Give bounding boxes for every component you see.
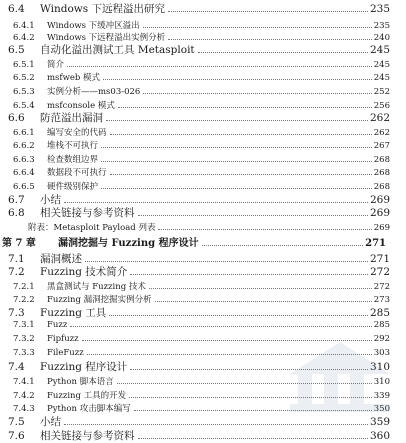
toc-entry-page-number: 339 (373, 391, 390, 401)
toc-entry-number: 6.5.3 (13, 87, 35, 97)
toc-entry-title: 相关链接与参考资料 (40, 207, 135, 219)
dot-leader (129, 396, 372, 398)
dot-leader (64, 423, 368, 425)
dot-leader (149, 287, 372, 289)
toc-entry-title: Fuzzing 漏洞挖掘实例分析 (47, 295, 152, 305)
toc-chapter-entry[interactable] (0, 234, 406, 249)
dot-leader (155, 300, 372, 302)
toc-entry-page-number: 240 (373, 33, 390, 43)
toc-entry[interactable] (0, 166, 406, 178)
toc-entry[interactable] (0, 280, 406, 292)
toc-entry-number: 6.6.2 (13, 141, 35, 151)
toc-entry-number: 6.6.5 (13, 182, 35, 192)
dot-leader (138, 437, 368, 439)
toc-entry-title: msfweb 模式 (47, 73, 101, 83)
toc-entry-number: 7.4.3 (13, 404, 35, 414)
toc-entry-page-number: 310 (369, 361, 390, 373)
dot-leader (101, 146, 372, 148)
toc-entry-number: 6.4.1 (13, 21, 35, 31)
toc-entry-title: 漏洞挖掘与 Fuzzing 程序设计 (58, 238, 199, 249)
toc-entry[interactable] (0, 58, 406, 70)
toc-entry-number: 6.5.2 (13, 73, 35, 83)
dot-leader (106, 119, 368, 121)
toc-entry-number: 7.3.2 (13, 334, 35, 344)
toc-entry-number: 6.5.1 (13, 60, 35, 70)
toc-entry-title: 检查数组边界 (47, 155, 99, 165)
toc-entry-page-number: 271 (365, 238, 386, 249)
toc-entry[interactable] (0, 19, 406, 31)
dot-leader (70, 325, 371, 327)
toc-entry-page-number: 252 (373, 87, 390, 97)
toc-entry-page-number: 262 (373, 128, 390, 138)
dot-leader (110, 173, 372, 175)
toc-entry-title: 小结 (40, 194, 61, 206)
toc-entry-page-number: 235 (373, 21, 390, 31)
dot-leader (87, 353, 372, 355)
toc-entry[interactable] (0, 389, 406, 401)
toc-entry-number: 7.1 (8, 253, 25, 265)
toc-entry-title: Windows 下缓冲区溢出 (47, 21, 140, 31)
toc-entry-number: 6.4.2 (13, 33, 35, 43)
toc-entry-number: 6.6.3 (13, 155, 35, 165)
toc-entry[interactable] (0, 180, 406, 192)
dot-leader (85, 260, 368, 262)
toc-entry[interactable] (0, 305, 406, 320)
toc-entry-page-number: 245 (373, 60, 390, 70)
toc-entry-page-number: 269 (373, 223, 390, 233)
toc-entry-page-number: 360 (369, 430, 390, 442)
toc-entry[interactable] (0, 139, 406, 151)
dot-leader (67, 65, 372, 67)
toc-entry-title: 漏洞概述 (40, 253, 82, 265)
toc-entry-title: Fuzzing 技术简介 (40, 266, 128, 278)
toc-entry-title: 自动化溢出测试工具 Metasploit (40, 44, 195, 56)
toc-entry-title: 黑盒测试与 Fuzzing 技术 (47, 282, 146, 292)
toc-entry-number: 6.6.4 (13, 168, 35, 178)
toc-entry[interactable] (0, 1, 406, 16)
toc-entry[interactable] (0, 153, 406, 165)
toc-entry[interactable] (0, 359, 406, 374)
toc-entry-page-number: 359 (369, 416, 390, 428)
toc-entry-title: Fuzzing 工具 (40, 307, 107, 319)
toc-entry-number: 7.2.2 (13, 295, 35, 305)
toc-entry[interactable] (0, 221, 406, 233)
toc-entry-number: 7.4.2 (13, 391, 35, 401)
toc-entry-page-number: 350 (373, 404, 390, 414)
dot-leader (168, 38, 372, 40)
dot-leader (101, 160, 372, 162)
dot-leader (143, 26, 372, 28)
toc-entry[interactable] (0, 293, 406, 305)
dot-leader (82, 339, 372, 341)
toc-entry-title: 堆栈不可执行 (47, 141, 99, 151)
toc-entry-page-number: 285 (373, 320, 390, 330)
toc-entry[interactable] (0, 320, 406, 330)
toc-entry-page-number: 285 (369, 307, 390, 319)
toc-entry-number: 6.6 (8, 112, 25, 124)
toc-entry-page-number: 272 (369, 266, 390, 278)
toc-entry-number: 7.3 (8, 307, 25, 319)
dot-leader (202, 244, 364, 246)
toc-entry-title: 编写安全的代码 (47, 128, 107, 138)
toc-entry-number: 6.5.4 (13, 101, 35, 111)
dot-leader (143, 92, 371, 94)
dot-leader (130, 368, 368, 370)
dot-leader (138, 214, 368, 216)
toc-entry-title: Windows 下远程溢出研究 (40, 3, 165, 15)
toc-entry-page-number: 310 (373, 377, 390, 387)
toc-entry-number: 7.3.3 (13, 348, 35, 358)
toc-entry-title: Fuzz (47, 320, 68, 330)
toc-entry[interactable] (0, 71, 406, 83)
dot-leader (117, 382, 372, 384)
toc-entry-page-number: 269 (369, 194, 390, 206)
toc-entry-number: 7.6 (8, 430, 25, 442)
dot-leader (118, 106, 372, 108)
dot-leader (130, 273, 368, 275)
toc-entry-page-number: 245 (369, 44, 390, 56)
toc-entry-number: 7.5 (8, 416, 25, 428)
toc-entry-number: 6.8 (8, 207, 25, 219)
toc-entry[interactable] (0, 126, 406, 138)
dot-leader (158, 228, 371, 230)
toc-entry-page-number: 268 (373, 155, 390, 165)
toc-entry[interactable] (0, 334, 406, 344)
toc-entry-title: 简介 (47, 60, 65, 70)
toc-entry[interactable] (0, 428, 406, 443)
toc-entry[interactable] (0, 414, 406, 429)
toc-entry-title: 硬件级别保护 (47, 182, 99, 192)
toc-entry-number: 7.2.1 (13, 282, 35, 292)
toc-entry[interactable] (0, 85, 406, 97)
dot-leader (198, 51, 368, 53)
toc-entry-title: Fipfuzz (47, 334, 79, 344)
toc-entry-title: 附表：Metasploit Payload 列表 (28, 223, 156, 233)
dot-leader (110, 133, 372, 135)
toc-entry-page-number: 267 (373, 141, 390, 151)
toc-entry-page-number: 256 (373, 101, 390, 111)
toc-entry-title: FileFuzz (47, 348, 84, 358)
dot-leader (103, 78, 372, 80)
dot-leader (101, 187, 372, 189)
toc-entry-number: 6.4 (8, 3, 25, 15)
toc-entry-number: 7.4 (8, 361, 25, 373)
toc-entry[interactable] (0, 205, 406, 220)
toc-entry-page-number: 303 (373, 348, 390, 358)
toc-entry-number: 6.5 (8, 44, 25, 56)
toc-entry[interactable] (0, 375, 406, 387)
toc-entry-title: 数据段不可执行 (47, 168, 107, 178)
toc-entry[interactable] (0, 110, 406, 125)
toc-entry-number: 7.2 (8, 266, 25, 278)
toc-entry-title: 小结 (40, 416, 61, 428)
toc-entry-title: msfconsole 模式 (47, 101, 115, 111)
toc-entry-title: Python 脚本语言 (47, 377, 114, 387)
toc-entry-page-number: 268 (373, 182, 390, 192)
dot-leader (134, 409, 372, 411)
dot-leader (64, 201, 368, 203)
toc-entry-page-number: 269 (369, 207, 390, 219)
toc-entry[interactable] (0, 402, 406, 414)
toc-entry-page-number: 268 (373, 168, 390, 178)
toc-entry-title: Windows 下远程溢出实例分析 (47, 33, 166, 43)
toc-entry-title: 防范溢出漏洞 (40, 112, 103, 124)
toc-entry-title: Fuzzing 工具的开发 (47, 391, 127, 401)
toc-entry-page-number: 271 (369, 253, 390, 265)
toc-entry[interactable] (0, 42, 406, 57)
toc-entry-number: 7.3.1 (13, 320, 35, 330)
toc-entry-title: 实例分析——ms03-026 (47, 87, 141, 97)
toc-entry-number: 6.7 (8, 194, 25, 206)
toc-entry[interactable] (0, 348, 406, 358)
toc-entry-page-number: 272 (373, 282, 390, 292)
toc-entry-page-number: 245 (373, 73, 390, 83)
toc-entry-number: 6.6.1 (13, 128, 35, 138)
toc-entry-page-number: 273 (373, 295, 390, 305)
toc-entry-title: Fuzzing 程序设计 (40, 361, 128, 373)
toc-entry-page-number: 235 (369, 3, 390, 15)
toc-entry-number: 7.4.1 (13, 377, 35, 387)
toc-entry-title: 相关链接与参考资料 (40, 430, 135, 442)
toc-entry[interactable] (0, 264, 406, 279)
toc-entry-title: Python 攻击脚本编写 (47, 404, 131, 414)
toc-entry-page-number: 292 (373, 334, 390, 344)
toc-entry-page-number: 262 (369, 112, 390, 124)
dot-leader (109, 314, 368, 316)
dot-leader (168, 10, 368, 12)
toc-entry-number: 第 7 章 (2, 238, 36, 249)
